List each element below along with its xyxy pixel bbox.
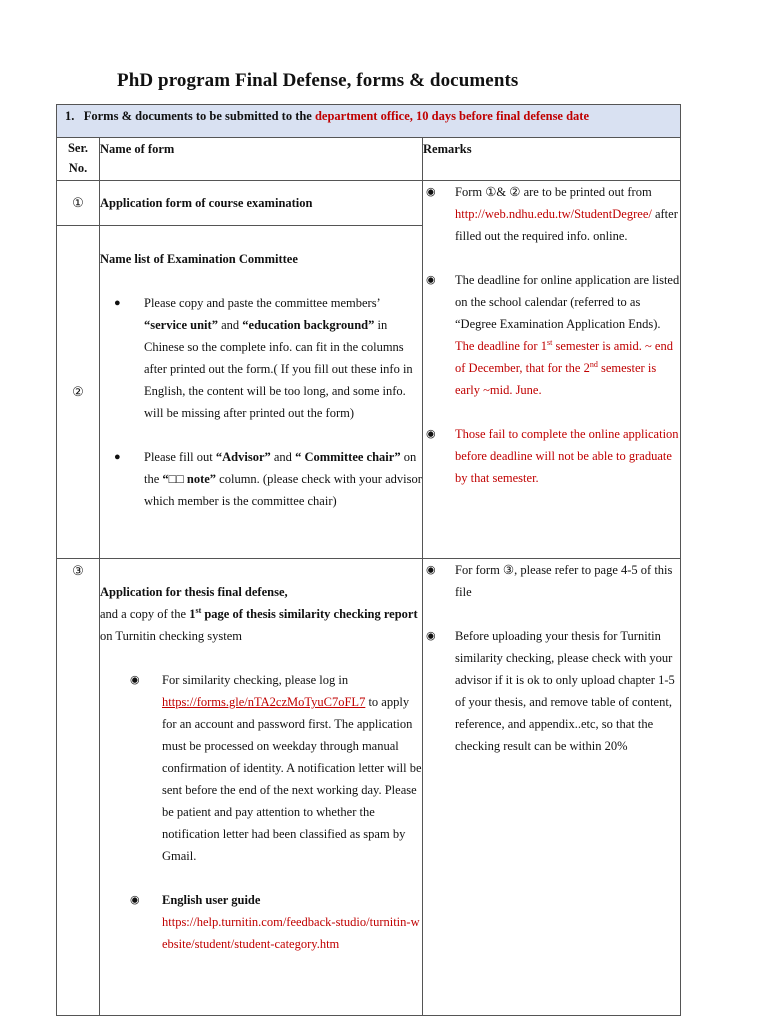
user-guide-link[interactable]: https://help.turnitin.com/feedback-studio/turnitin-website/student/student-category.htm	[162, 915, 420, 951]
row-2-name: Name list of Examination Committee	[100, 252, 298, 266]
col-header-name: Name of form	[100, 138, 423, 181]
page-title: PhD program Final Defense, forms & documents	[117, 70, 519, 91]
remark-item: ◉ For form ③, please refer to page 4-5 of this file	[423, 559, 680, 603]
row-2-number: ②	[57, 226, 100, 559]
list-item	[100, 889, 422, 955]
remark-item: ◉ The deadline for online application are listed on the school calendar (referred to as “Degree Examination Application Ends). The deadline for 1st semester is amid. ~ end of December, that for the 2nd semester is early ~mid. June.	[423, 269, 680, 401]
row-3-number: ③	[57, 559, 100, 1016]
bullet-icon: ◉	[426, 630, 436, 642]
section-deadline: department office, 10 days before final defense date	[314, 109, 590, 123]
section-header	[57, 105, 680, 127]
list-item: ● Please copy and paste the committee members’ “service unit” and “education background” in Chinese so the complete info. can fit in the columns after printed out the form.( If you fill out these info in English, the content will be too long, and some info. will be missing after printed out the form)	[100, 292, 422, 424]
row-1-name: Application form of course examination	[100, 181, 423, 226]
user-guide-title: English user guide	[162, 893, 261, 907]
row-3-name: Application for thesis final defense,	[100, 585, 288, 599]
bullet-icon: ◉	[426, 274, 436, 286]
col-header-remarks: Remarks	[423, 138, 681, 181]
list-item: ◉ For similarity checking, please log in https://forms.gle/nTA2czMoTyuC7oFL7 to apply for an account and password first. The application must be processed on weekday through manual confirmation of identity. A notification letter will be sent before the end of the next working day. Please be patient and pay attention to whether the notification letter had been classified as spam by Gmail.	[100, 669, 422, 867]
bullet-icon: ◉	[426, 564, 436, 576]
list-item: ● Please fill out “Advisor” and “ Committee chair” on the “□□ note” column. (please check with your advisor which member is the committee chair)	[100, 446, 422, 512]
remark-item: ◉ Form ①& ② are to be printed out from http://web.ndhu.edu.tw/StudentDegree/ after filled out the required info. online.	[423, 181, 680, 247]
forms-link[interactable]: https://forms.gle/nTA2czMoTyuC7oFL7	[162, 695, 366, 709]
row-3-subtitle: and a copy of the 1st page of thesis similarity checking report on Turnitin checking system	[100, 605, 418, 643]
forms-table	[56, 104, 681, 1016]
remark-item: ◉ Those fail to complete the online application before deadline will not be able to graduate by that semester.	[423, 423, 680, 489]
bullet-icon: ●	[114, 451, 121, 463]
row-1-number: ①	[57, 181, 100, 226]
remark-item: ◉ Before uploading your thesis for Turnitin similarity checking, please check with your advisor if it is ok to only upload chapter 1-5 of your thesis, and remove table of content, reference, and appendix..etc, so that the checking result can be within 20%	[423, 625, 680, 757]
row-2-cell	[100, 226, 423, 559]
section-number: 1.	[65, 109, 75, 123]
col-header-ser-no: Ser. No.	[57, 138, 100, 181]
section-lead: Forms & documents to be submitted to the	[83, 109, 312, 123]
row-3-cell	[100, 559, 423, 1016]
remarks-group-1	[423, 181, 681, 559]
bullet-icon: ◉	[130, 894, 140, 906]
table-row	[57, 181, 681, 226]
table-row	[57, 559, 681, 1016]
column-header-row	[57, 138, 681, 181]
remarks-group-2	[423, 559, 681, 1016]
bullet-icon: ●	[114, 297, 121, 309]
bullet-icon: ◉	[426, 186, 436, 198]
bullet-icon: ◉	[130, 674, 140, 686]
bullet-icon: ◉	[426, 428, 436, 440]
section-header-row	[57, 105, 681, 138]
student-degree-link[interactable]: http://web.ndhu.edu.tw/StudentDegree/	[455, 207, 652, 221]
